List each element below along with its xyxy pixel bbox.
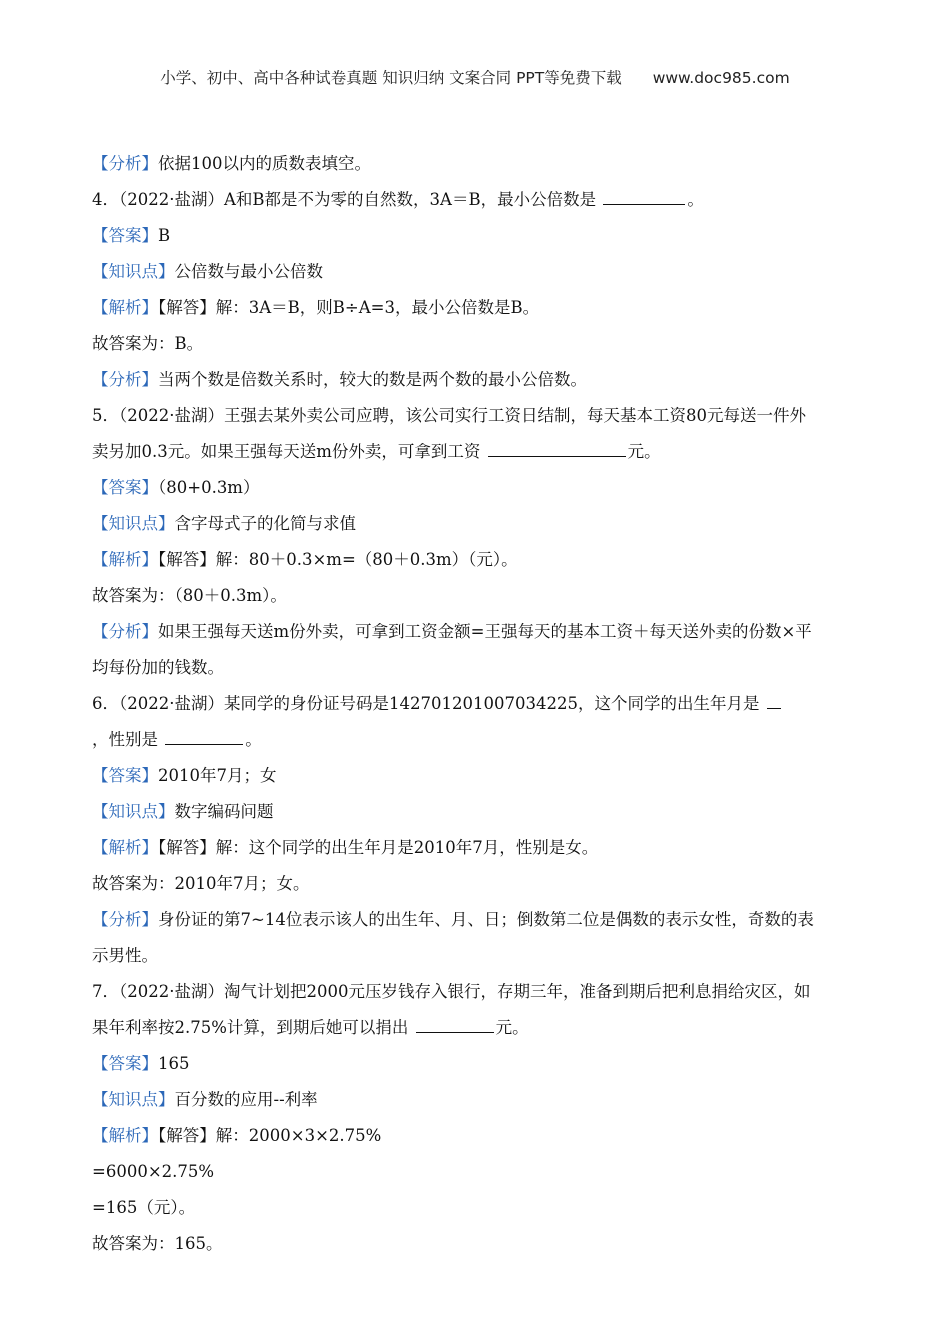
knowledge-text: 百分数的应用--利率 <box>174 1090 318 1109</box>
solution-text: 【解答】解：80＋0.3×m=（80＋0.3m）（元）。 <box>158 550 518 569</box>
final-answer-line: 故答案为：B。 <box>92 334 204 353</box>
final-answer-line: 故答案为：165。 <box>92 1234 223 1253</box>
answer-blank <box>603 186 685 205</box>
answer-text: B <box>158 226 171 245</box>
final-answer-line: 故答案为：（80＋0.3m）。 <box>92 586 287 605</box>
knowledge-text: 含字母式子的化简与求值 <box>174 514 356 533</box>
document-body <box>92 146 862 1262</box>
analysis-text: 当两个数是倍数关系时，较大的数是两个数的最小公倍数。 <box>158 370 587 389</box>
knowledge-text: 公倍数与最小公倍数 <box>174 262 323 281</box>
question-text-end: 。 <box>687 190 704 209</box>
answer-line <box>92 470 862 506</box>
question-7-cont <box>92 1010 862 1046</box>
analysis-tag: 【分析】 <box>92 154 158 173</box>
knowledge-line <box>92 254 862 290</box>
question-6 <box>92 686 862 722</box>
solution-tag: 【解析】 <box>92 550 158 569</box>
solution-text: 【解答】解：2000×3×2.75% <box>158 1126 382 1145</box>
analysis-line-cont: 均每份加的钱数。 <box>92 658 224 677</box>
analysis-line <box>92 902 862 938</box>
question-6-cont <box>92 722 862 758</box>
question-text: 卖另加0.3元。如果王强每天送m份外卖，可拿到工资 <box>92 442 481 461</box>
answer-blank <box>416 1014 494 1033</box>
question-text-end: 元。 <box>627 442 661 461</box>
question-text: 果年利率按2.75%计算，到期后她可以捐出 <box>92 1018 409 1037</box>
solution-line <box>92 542 862 578</box>
knowledge-tag: 【知识点】 <box>92 514 175 533</box>
question-text-end: 。 <box>245 730 262 749</box>
header-title: 小学、初中、高中各种试卷真题 知识归纳 文案合同 PPT等免费下载 <box>160 69 622 87</box>
answer-tag: 【答案】 <box>92 766 158 785</box>
answer-blank <box>165 726 243 745</box>
question-text: 4．（2022·盐湖）A和B都是不为零的自然数，3A＝B，最小公倍数是 <box>92 190 597 209</box>
knowledge-tag: 【知识点】 <box>92 1090 175 1109</box>
answer-line <box>92 1046 862 1082</box>
knowledge-line <box>92 506 862 542</box>
answer-text: （80+0.3m） <box>158 478 260 497</box>
analysis-text: 依据100以内的质数表填空。 <box>158 154 371 173</box>
question-5-cont <box>92 434 862 470</box>
analysis-line-cont: 示男性。 <box>92 946 158 965</box>
answer-line <box>92 758 862 794</box>
analysis-text: 身份证的第7~14位表示该人的出生年、月、日；倒数第二位是偶数的表示女性，奇数的表 <box>158 910 814 929</box>
solution-line <box>92 830 862 866</box>
answer-blank <box>767 690 781 709</box>
calc-step: =165（元）。 <box>92 1198 196 1217</box>
knowledge-tag: 【知识点】 <box>92 802 175 821</box>
question-text-end: 元。 <box>495 1018 529 1037</box>
knowledge-tag: 【知识点】 <box>92 262 175 281</box>
analysis-tag: 【分析】 <box>92 622 158 641</box>
question-text: ，性别是 <box>92 730 158 749</box>
solution-line <box>92 290 862 326</box>
solution-line <box>92 1118 862 1154</box>
solution-tag: 【解析】 <box>92 1126 158 1145</box>
question-text: 6．（2022·盐湖）某同学的身份证号码是142701201007034225，这个同学的出生年月是 <box>92 694 760 713</box>
analysis-line <box>92 146 862 182</box>
analysis-tag: 【分析】 <box>92 910 158 929</box>
answer-tag: 【答案】 <box>92 1054 158 1073</box>
answer-blank <box>488 438 626 457</box>
question-7: 7．（2022·盐湖）淘气计划把2000元压岁钱存入银行，存期三年，准备到期后把利息捐给灾区，如 <box>92 982 811 1001</box>
answer-line <box>92 218 862 254</box>
answer-tag: 【答案】 <box>92 226 158 245</box>
answer-tag: 【答案】 <box>92 478 158 497</box>
knowledge-text: 数字编码问题 <box>174 802 274 821</box>
calc-step: =6000×2.75% <box>92 1162 215 1181</box>
solution-text: 【解答】解：这个同学的出生年月是2010年7月，性别是女。 <box>158 838 599 857</box>
solution-tag: 【解析】 <box>92 298 158 317</box>
knowledge-line <box>92 794 862 830</box>
header-site: www.doc985.com <box>652 69 790 87</box>
analysis-line <box>92 614 862 650</box>
page-header <box>0 66 950 88</box>
analysis-line <box>92 362 862 398</box>
question-4 <box>92 182 862 218</box>
solution-tag: 【解析】 <box>92 838 158 857</box>
answer-text: 2010年7月；女 <box>158 766 277 785</box>
analysis-text: 如果王强每天送m份外卖，可拿到工资金额=王强每天的基本工资＋每天送外卖的份数×平 <box>158 622 812 641</box>
question-5: 5．（2022·盐湖）王强去某外卖公司应聘，该公司实行工资日结制，每天基本工资80元每送一件外 <box>92 406 806 425</box>
solution-text: 【解答】解：3A＝B，则B÷A=3，最小公倍数是B。 <box>158 298 540 317</box>
analysis-tag: 【分析】 <box>92 370 158 389</box>
final-answer-line: 故答案为：2010年7月；女。 <box>92 874 310 893</box>
answer-text: 165 <box>158 1054 190 1073</box>
knowledge-line <box>92 1082 862 1118</box>
